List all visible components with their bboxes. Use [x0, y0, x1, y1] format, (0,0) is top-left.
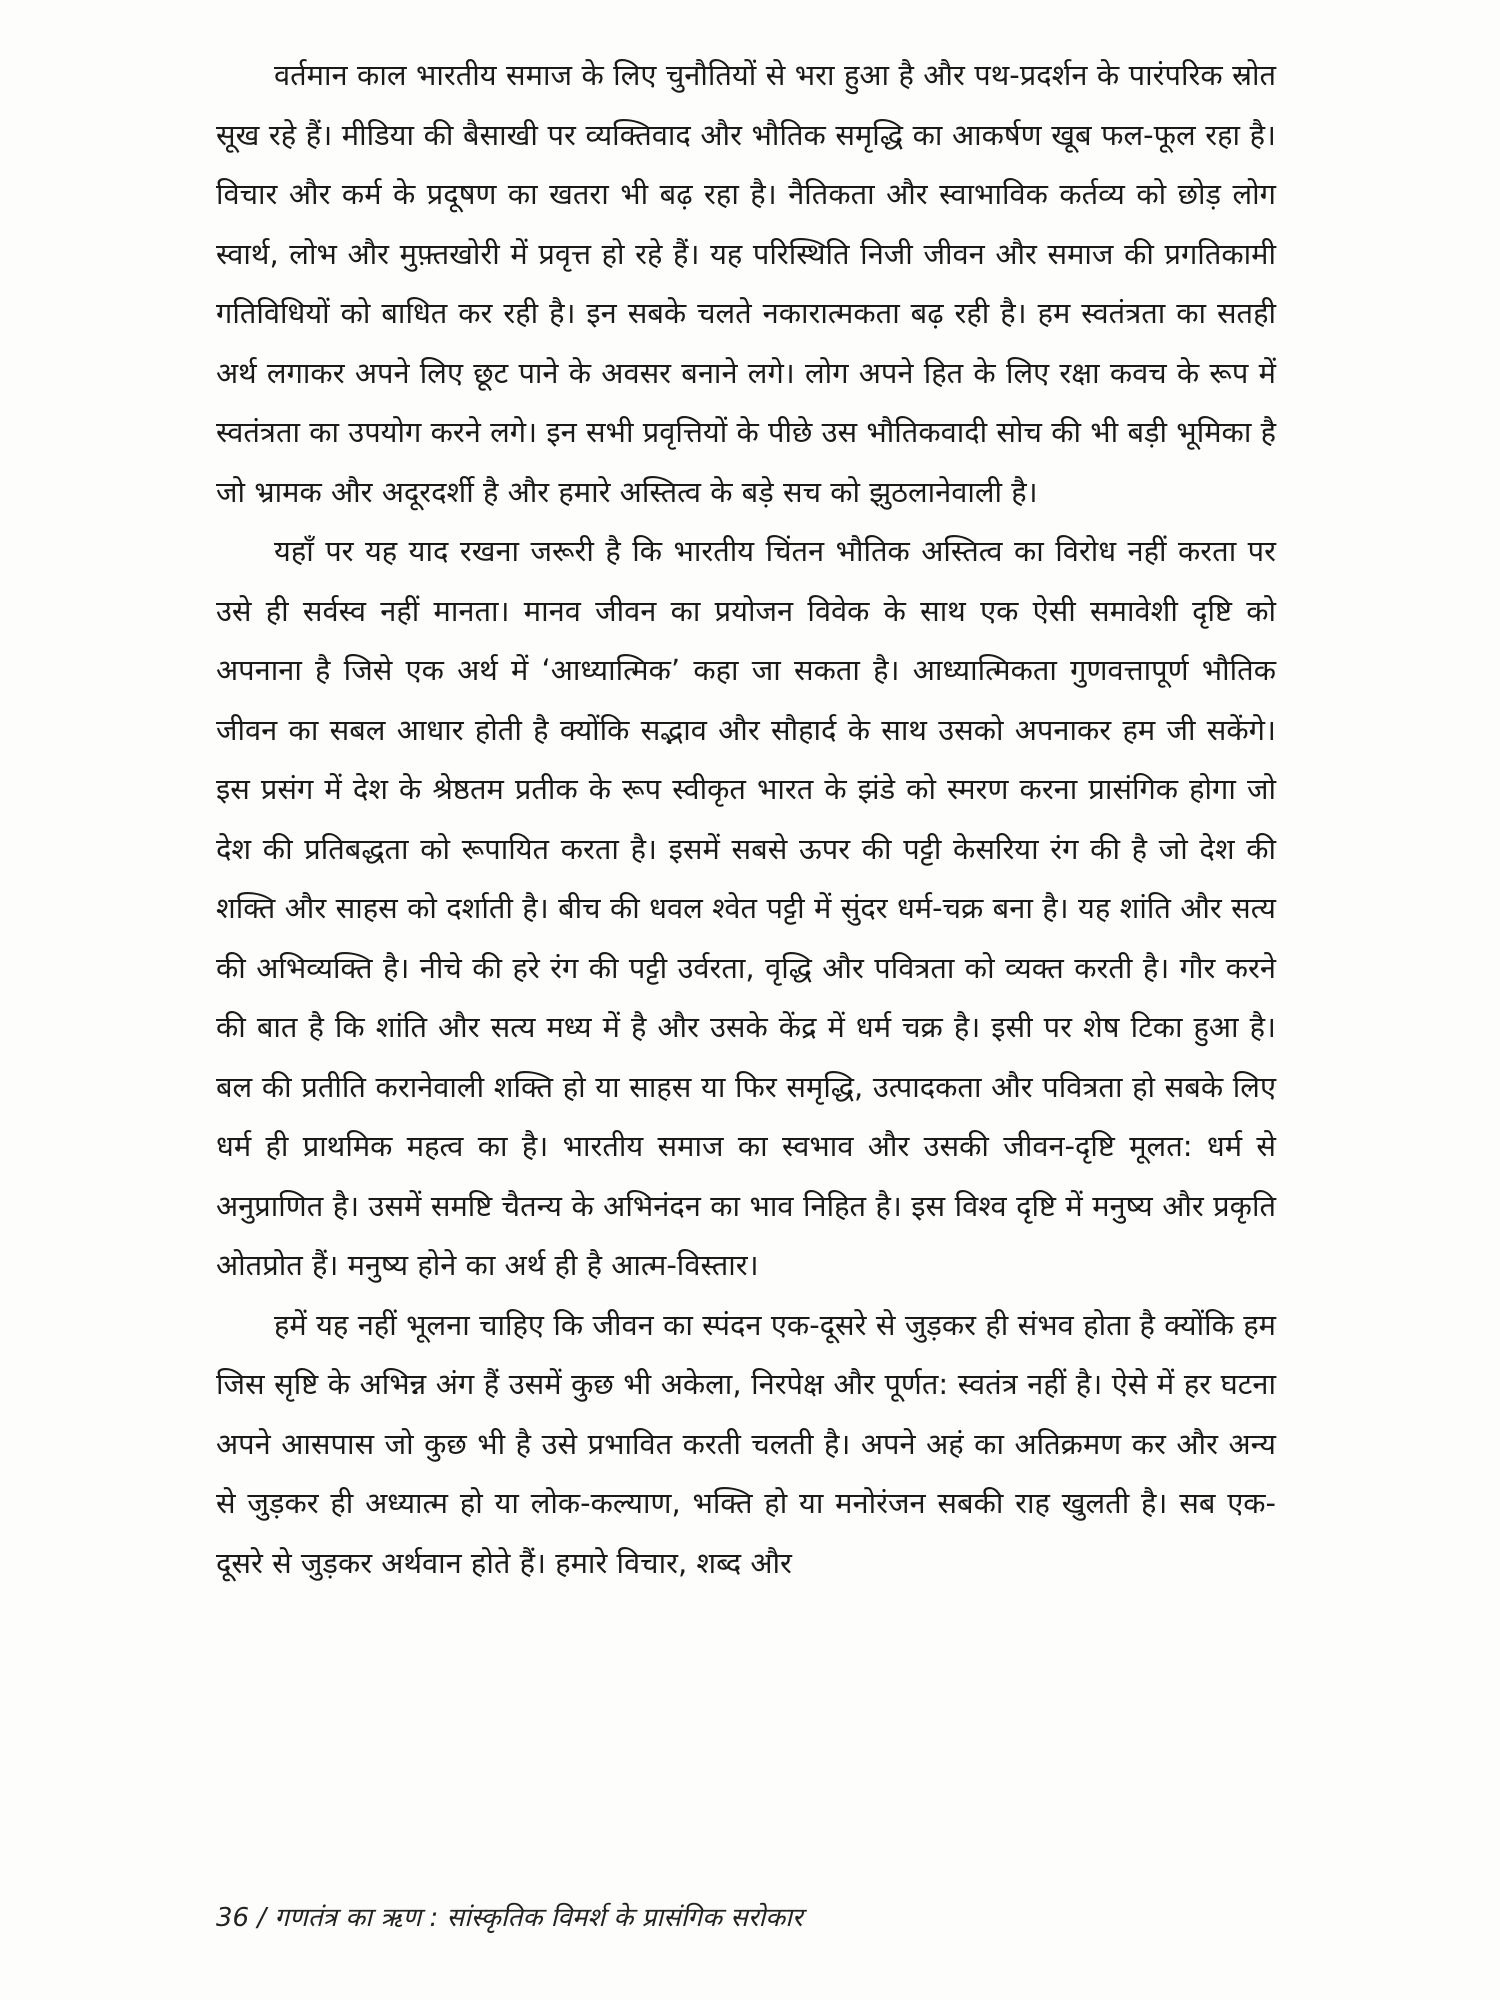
paragraph: वर्तमान काल भारतीय समाज के लिए चुनौतियों से भरा हुआ है और पथ-प्रदर्शन के पारंपरिक स्रोत सूख रहे हैं। मीडिया की बैसाखी पर व्यक्तिवाद और भौतिक समृद्धि का आकर्षण खूब फल-फूल रहा है। विचार और कर्म के प्रदूषण का खतरा भी बढ़ रहा है। नैतिकता और स्वाभाविक कर्तव्य को छोड़ लोग स्वार्थ, लोभ और मुफ़्तखोरी में प्रवृत्त हो रहे हैं। यह परिस्थिति निजी जीवन और समाज की प्रगतिकामी गतिविधियों को बाधित कर रही है। इन सबके चलते नकारात्मकता बढ़ रही है। हम स्वतंत्रता का सतही अर्थ लगाकर अपने लिए छूट पाने के अवसर बनाने लगे। लोग अपने हित के लिए रक्षा कवच के रूप में स्वतंत्रता का उपयोग करने लगे। इन सभी प्रवृत्तियों के पीछे उस भौतिकवादी सोच की भी बड़ी भूमिका है जो भ्रामक और अदूरदर्शी है और हमारे अस्तित्व के बड़े सच को झुठलानेवाली है।	[216, 58, 1276, 509]
body-text	[216, 46, 1276, 1593]
paragraph: हमें यह नहीं भूलना चाहिए कि जीवन का स्पंदन एक-दूसरे से जुड़कर ही संभव होता है क्योंकि हम जिस सृष्टि के अभिन्न अंग हैं उसमें कुछ भी अकेला, निरपेक्ष और पूर्णत: स्वतंत्र नहीं है। ऐसे में हर घटना अपने आसपास जो कुछ भी है उसे प्रभावित करती चलती है। अपने अहं का अतिक्रमण कर और अन्य से जुड़कर ही अध्यात्म हो या लोक-कल्याण, भक्ति हो या मनोरंजन सबकी राह खुलती है। सब एक-दूसरे से जुड़कर अर्थवान होते हैं। हमारे विचार, शब्द और	[216, 1307, 1276, 1580]
page-footer	[216, 1898, 1276, 1938]
book-title: गणतंत्र का ऋण : सांस्कृतिक विमर्श के प्रासंगिक सरोकार	[274, 1903, 803, 1933]
paragraph: यहाँ पर यह याद रखना जरूरी है कि भारतीय चिंतन भौतिक अस्तित्व का विरोध नहीं करता पर उसे ही सर्वस्व नहीं मानता। मानव जीवन का प्रयोजन विवेक के साथ एक ऐसी समावेशी दृष्टि को अपनाना है जिसे एक अर्थ में ‘आध्यात्मिक’ कहा जा सकता है। आध्यात्मिकता गुणवत्तापूर्ण भौतिक जीवन का सबल आधार होती है क्योंकि सद्भाव और सौहार्द के साथ उसको अपनाकर हम जी सकेंगे। इस प्रसंग में देश के श्रेष्ठतम प्रतीक के रूप स्वीकृत भारत के झंडे को स्मरण करना प्रासंगिक होगा जो देश की प्रतिबद्धता को रूपायित करता है। इसमें सबसे ऊपर की पट्टी केसरिया रंग की है जो देश की शक्ति और साहस को दर्शाती है। बीच की धवल श्वेत पट्टी में सुंदर धर्म-चक्र बना है। यह शांति और सत्य की अभिव्यक्ति है। नीचे की हरे रंग की पट्टी उर्वरता, वृद्धि और पवित्रता को व्यक्त करती है। गौर करने की बात है कि शांति और सत्य मध्य में है और उसके केंद्र में धर्म चक्र है। इसी पर शेष टिका हुआ है। बल की प्रतीति करानेवाली शक्ति हो या साहस या फिर समृद्धि, उत्पादकता और पवित्रता हो सबके लिए धर्म ही प्राथमिक महत्व का है। भारतीय समाज का स्वभाव और उसकी जीवन-दृष्टि मूलत: धर्म से अनुप्राणित है। उसमें समष्टि चैतन्य के अभिनंदन का भाव निहित है। इस विश्व दृष्टि में मनुष्य और प्रकृति ओतप्रोत हैं। मनुष्य होने का अर्थ ही है आत्म-विस्तार।	[216, 534, 1276, 1282]
page-number: 36	[216, 1903, 250, 1933]
footer-separator: /	[257, 1903, 267, 1933]
